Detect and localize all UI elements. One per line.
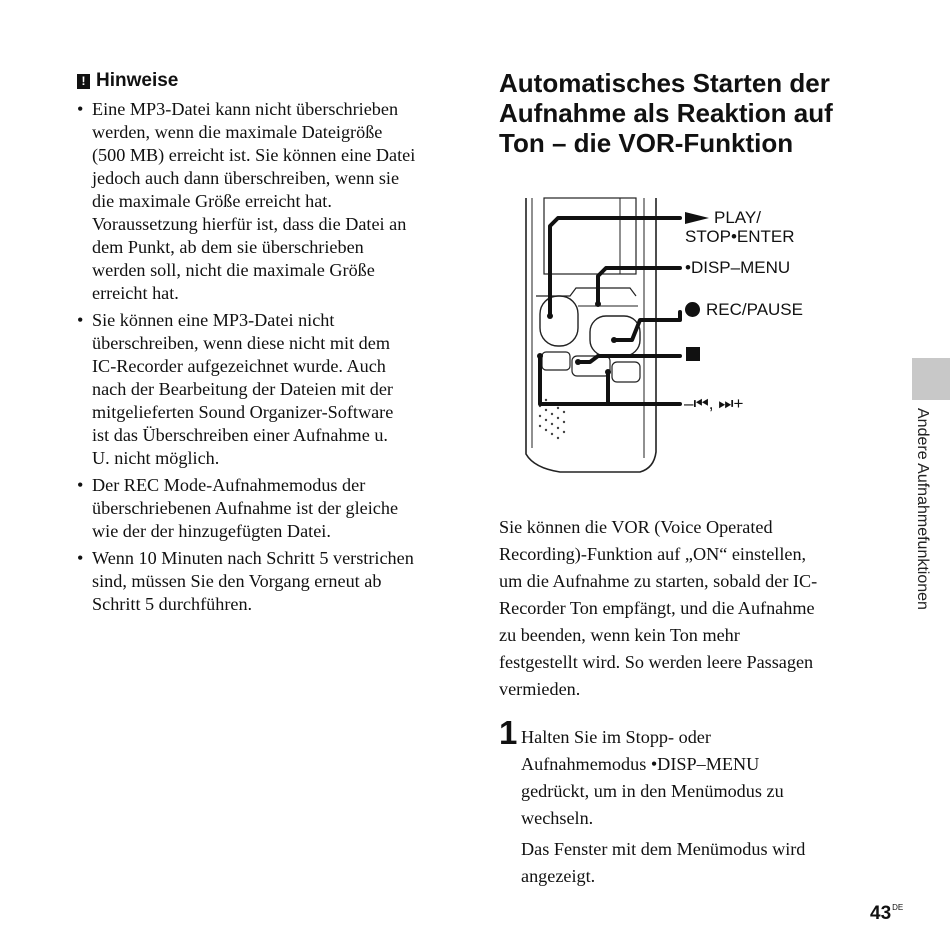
play-icon xyxy=(685,212,709,224)
intro-text: Sie können die VOR (Voice Operated Recording)-Funktion auf „ON“ einstellen, um die Aufnahme zu starten, sobald der IC- Recorder Ton empfängt, und die Aufnahme zu beenden, wenn kein Ton mehr festgestellt wird. So werden leere Passagen vermieden. xyxy=(499,517,818,699)
notes-list xyxy=(77,98,455,616)
callout-stop xyxy=(686,346,700,365)
warning-icon: ! xyxy=(77,74,90,89)
list-item: • Wenn 10 Minuten nach Schritt 5 verstrichen sind, müssen Sie den Vorgang erneut ab Schritt 5 durchführen. xyxy=(77,548,414,614)
record-icon xyxy=(685,302,700,317)
step-result: Das Fenster mit dem Menümodus wird angezeigt. xyxy=(521,839,806,886)
recorder-diagram xyxy=(520,196,830,476)
page-number: 43DE xyxy=(870,903,904,924)
list-item: • Der REC Mode-Aufnahmemodus der überschriebenen Aufnahme ist der gleiche wie der der hinzugefügten Datei. xyxy=(77,475,399,541)
list-item: • Sie können eine MP3-Datei nicht überschreiben, wenn diese nicht mit dem IC-Recorder aufgezeichnet wurde. Auch nach der Bearbeitung der Dateien mit der mitgelieferten Sound Organizer-Software ist das Überschreiben einer Aufnahme u. U. nicht möglich. xyxy=(77,310,394,468)
notes-heading-text: Hinweise xyxy=(96,70,179,91)
chapter-tab xyxy=(912,358,950,400)
page-title: Automatisches Starten der Aufnahme als Reaktion auf Ton – die VOR-Funktion xyxy=(499,68,833,158)
callout-skip: –⏮, ⏭+ xyxy=(684,394,744,413)
callout-play-stop-enter: PLAY/ STOP•ENTER xyxy=(685,208,795,246)
notes-section xyxy=(77,68,455,620)
callout-disp-menu: •DISP–MENU xyxy=(685,258,791,277)
callout-rec-pause: REC/PAUSE xyxy=(685,300,803,319)
chapter-label: Andere Aufnahmefunktionen xyxy=(914,408,931,610)
stop-icon xyxy=(686,347,700,361)
notes-heading xyxy=(77,68,455,94)
list-item: • Eine MP3-Datei kann nicht überschrieben werden, wenn die maximale Dateigröße (500 MB) erreicht ist. Sie können eine Datei jedoch auch dann überschreiben, wenn sie die maximale Größe erreicht hat. Voraussetzung hierfür ist, dass die Datei an dem Punkt, ab dem sie überschrieben werden soll, nicht die maximale Größe erreicht hat. xyxy=(77,99,416,303)
step-instruction: Halten Sie im Stopp- oder Aufnahmemodus •DISP–MENU gedrückt, um in den Menümodus zu wechseln. Das Fenster mit dem Menümodus wird angezeigt. xyxy=(521,724,881,890)
step-number: 1 xyxy=(499,714,518,751)
